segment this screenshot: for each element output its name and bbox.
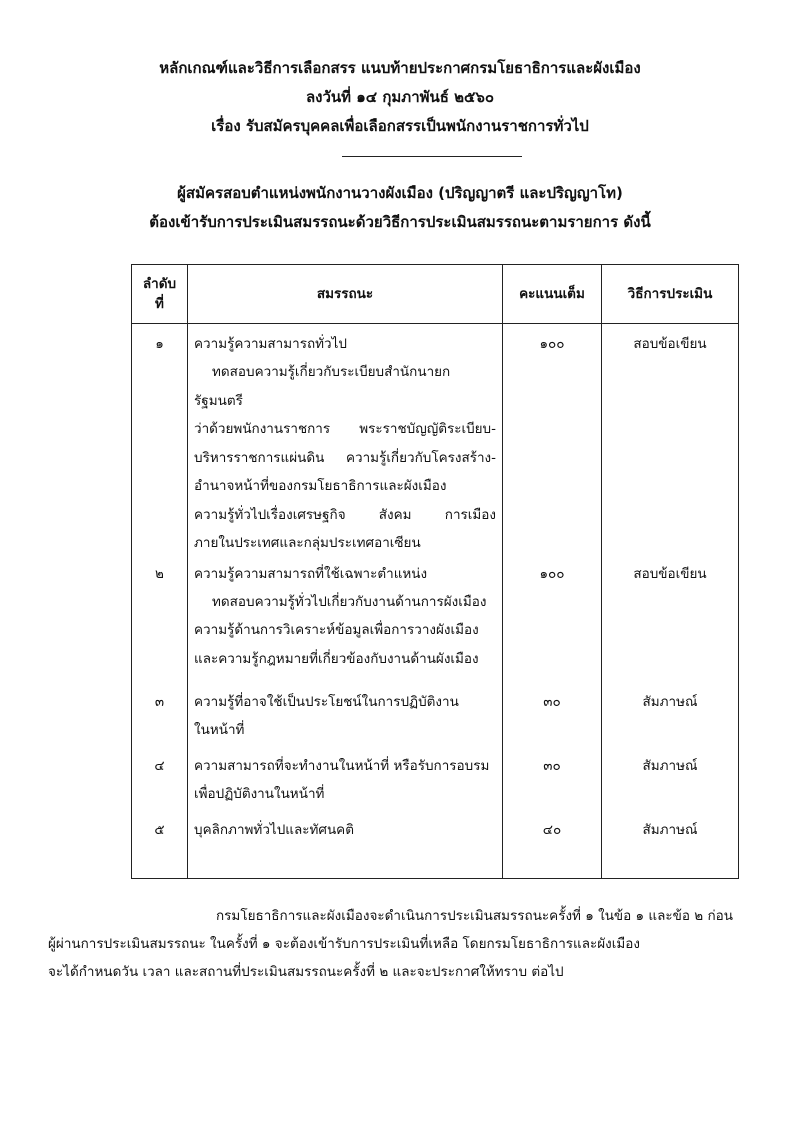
row-no: ๑ bbox=[132, 324, 188, 559]
row-score: ๓๐ bbox=[503, 751, 602, 815]
footer-line1: กรมโยธาธิการและผังเมืองจะดำเนินการประเมินสมรรถนะครั้งที่ ๑ ในข้อ ๑ และข้อ ๒ ก่อน bbox=[216, 908, 733, 924]
row-desc-line: ในหน้าที่ bbox=[194, 721, 245, 738]
row-desc-line: ภายในประเทศและกลุ่มประเทศอาเซียน bbox=[194, 535, 421, 551]
intro-line1: ผู้สมัครสอบตำแหน่งพนักงานวางผังเมือง (ปริญญาตรี และปริญญาโท) bbox=[177, 184, 623, 202]
row-competency bbox=[188, 559, 503, 687]
row-competency bbox=[188, 687, 503, 751]
row-competency bbox=[188, 751, 503, 815]
row-no: ๕ bbox=[132, 815, 188, 879]
row-desc-line: ความรู้ด้านการวิเคราะห์ข้อมูลเพื่อการวางผังเมือง bbox=[194, 622, 479, 638]
table-row bbox=[132, 751, 739, 815]
row-title: ความรู้ที่อาจใช้เป็นประโยชน์ในการปฏิบัติงาน bbox=[194, 693, 459, 710]
row-no: ๓ bbox=[132, 687, 188, 751]
row-method: สัมภาษณ์ bbox=[602, 687, 739, 751]
intro-line2: ต้องเข้ารับการประเมินสมรรถนะด้วยวิธีการประเมินสมรรถนะตามรายการ ดังนี้ bbox=[149, 213, 651, 231]
footer-line2: ผู้ผ่านการประเมินสมรรถนะ ในครั้งที่ ๑ จะต้องเข้ารับการประเมินที่เหลือ โดยกรมโยธาธิการและผังเมือง bbox=[48, 936, 640, 952]
col-header-score: คะแนนเต็ม bbox=[503, 265, 602, 324]
row-desc-line: เพื่อปฏิบัติงานในหน้าที่ bbox=[194, 785, 325, 802]
footer-line3: จะได้กำหนดวัน เวลา และสถานที่ประเมินสมรรถนะครั้งที่ ๒ และจะประกาศให้ทราบ ต่อไป bbox=[48, 964, 564, 980]
row-desc-line: ทดสอบความรู้เกี่ยวกับระเบียบสำนักนายกรัฐมนตรี bbox=[194, 364, 451, 409]
row-method: สัมภาษณ์ bbox=[602, 751, 739, 815]
competency-table bbox=[131, 264, 739, 879]
row-title: ความรู้ความสามารถทั่วไป bbox=[194, 336, 347, 352]
row-desc-line: อำนาจหน้าที่ของกรมโยธาธิการและผังเมือง bbox=[194, 478, 447, 494]
table-header-row bbox=[132, 265, 739, 324]
footer-paragraph bbox=[48, 902, 740, 986]
header-divider bbox=[342, 156, 522, 157]
doc-subject-line: เรื่อง รับสมัครบุคคลเพื่อเลือกสรรเป็นพนักงานราชการทั่วไป bbox=[211, 117, 589, 135]
col-header-competency: สมรรถนะ bbox=[188, 265, 503, 324]
row-title: ความสามารถที่จะทำงานในหน้าที่ หรือรับการอบรม bbox=[194, 757, 490, 774]
col-header-no-line1: ลำดับ bbox=[142, 276, 177, 292]
col-header-no-line2: ที่ bbox=[155, 296, 164, 312]
row-method: สอบข้อเขียน bbox=[602, 324, 739, 559]
row-desc-line: ความรู้ทั่วไปเรื่องเศรษฐกิจ สังคม การเมือง bbox=[194, 506, 496, 523]
row-no: ๒ bbox=[132, 559, 188, 687]
doc-date-line: ลงวันที่ ๑๔ กุมภาพันธ์ ๒๕๖๐ bbox=[305, 88, 495, 106]
row-competency bbox=[188, 324, 503, 559]
row-title: ความรู้ความสามารถที่ใช้เฉพาะตำแหน่ง bbox=[194, 565, 428, 582]
row-desc-line: บริหารราชการแผ่นดิน ความรู้เกี่ยวกับโครงสร้าง- bbox=[194, 449, 496, 466]
col-header-no bbox=[132, 265, 188, 324]
row-method: สอบข้อเขียน bbox=[602, 559, 739, 687]
row-score: ๓๐ bbox=[503, 687, 602, 751]
row-desc-line: ว่าด้วยพนักงานราชการ พระราชบัญญัติระเบียบ- bbox=[194, 421, 496, 437]
row-desc-line: ทดสอบความรู้ทั่วไปเกี่ยวกับงานด้านการผังเมือง bbox=[212, 593, 487, 610]
row-no: ๔ bbox=[132, 751, 188, 815]
row-competency bbox=[188, 815, 503, 879]
row-method: สัมภาษณ์ bbox=[602, 815, 739, 879]
row-score: ๑๐๐ bbox=[503, 324, 602, 559]
table-row bbox=[132, 559, 739, 687]
doc-title-line1: หลักเกณฑ์และวิธีการเลือกสรร แนบท้ายประกาศกรมโยธาธิการและผังเมือง bbox=[159, 59, 641, 77]
row-score: ๑๐๐ bbox=[503, 559, 602, 687]
table-row bbox=[132, 687, 739, 751]
row-score: ๔๐ bbox=[503, 815, 602, 879]
col-header-method: วิธีการประเมิน bbox=[602, 265, 739, 324]
row-title: บุคลิกภาพทั่วไปและทัศนคติ bbox=[194, 821, 354, 838]
row-desc-line: และความรู้กฎหมายที่เกี่ยวข้องกับงานด้านผังเมือง bbox=[194, 650, 479, 667]
table-row bbox=[132, 324, 739, 559]
table-row bbox=[132, 815, 739, 879]
